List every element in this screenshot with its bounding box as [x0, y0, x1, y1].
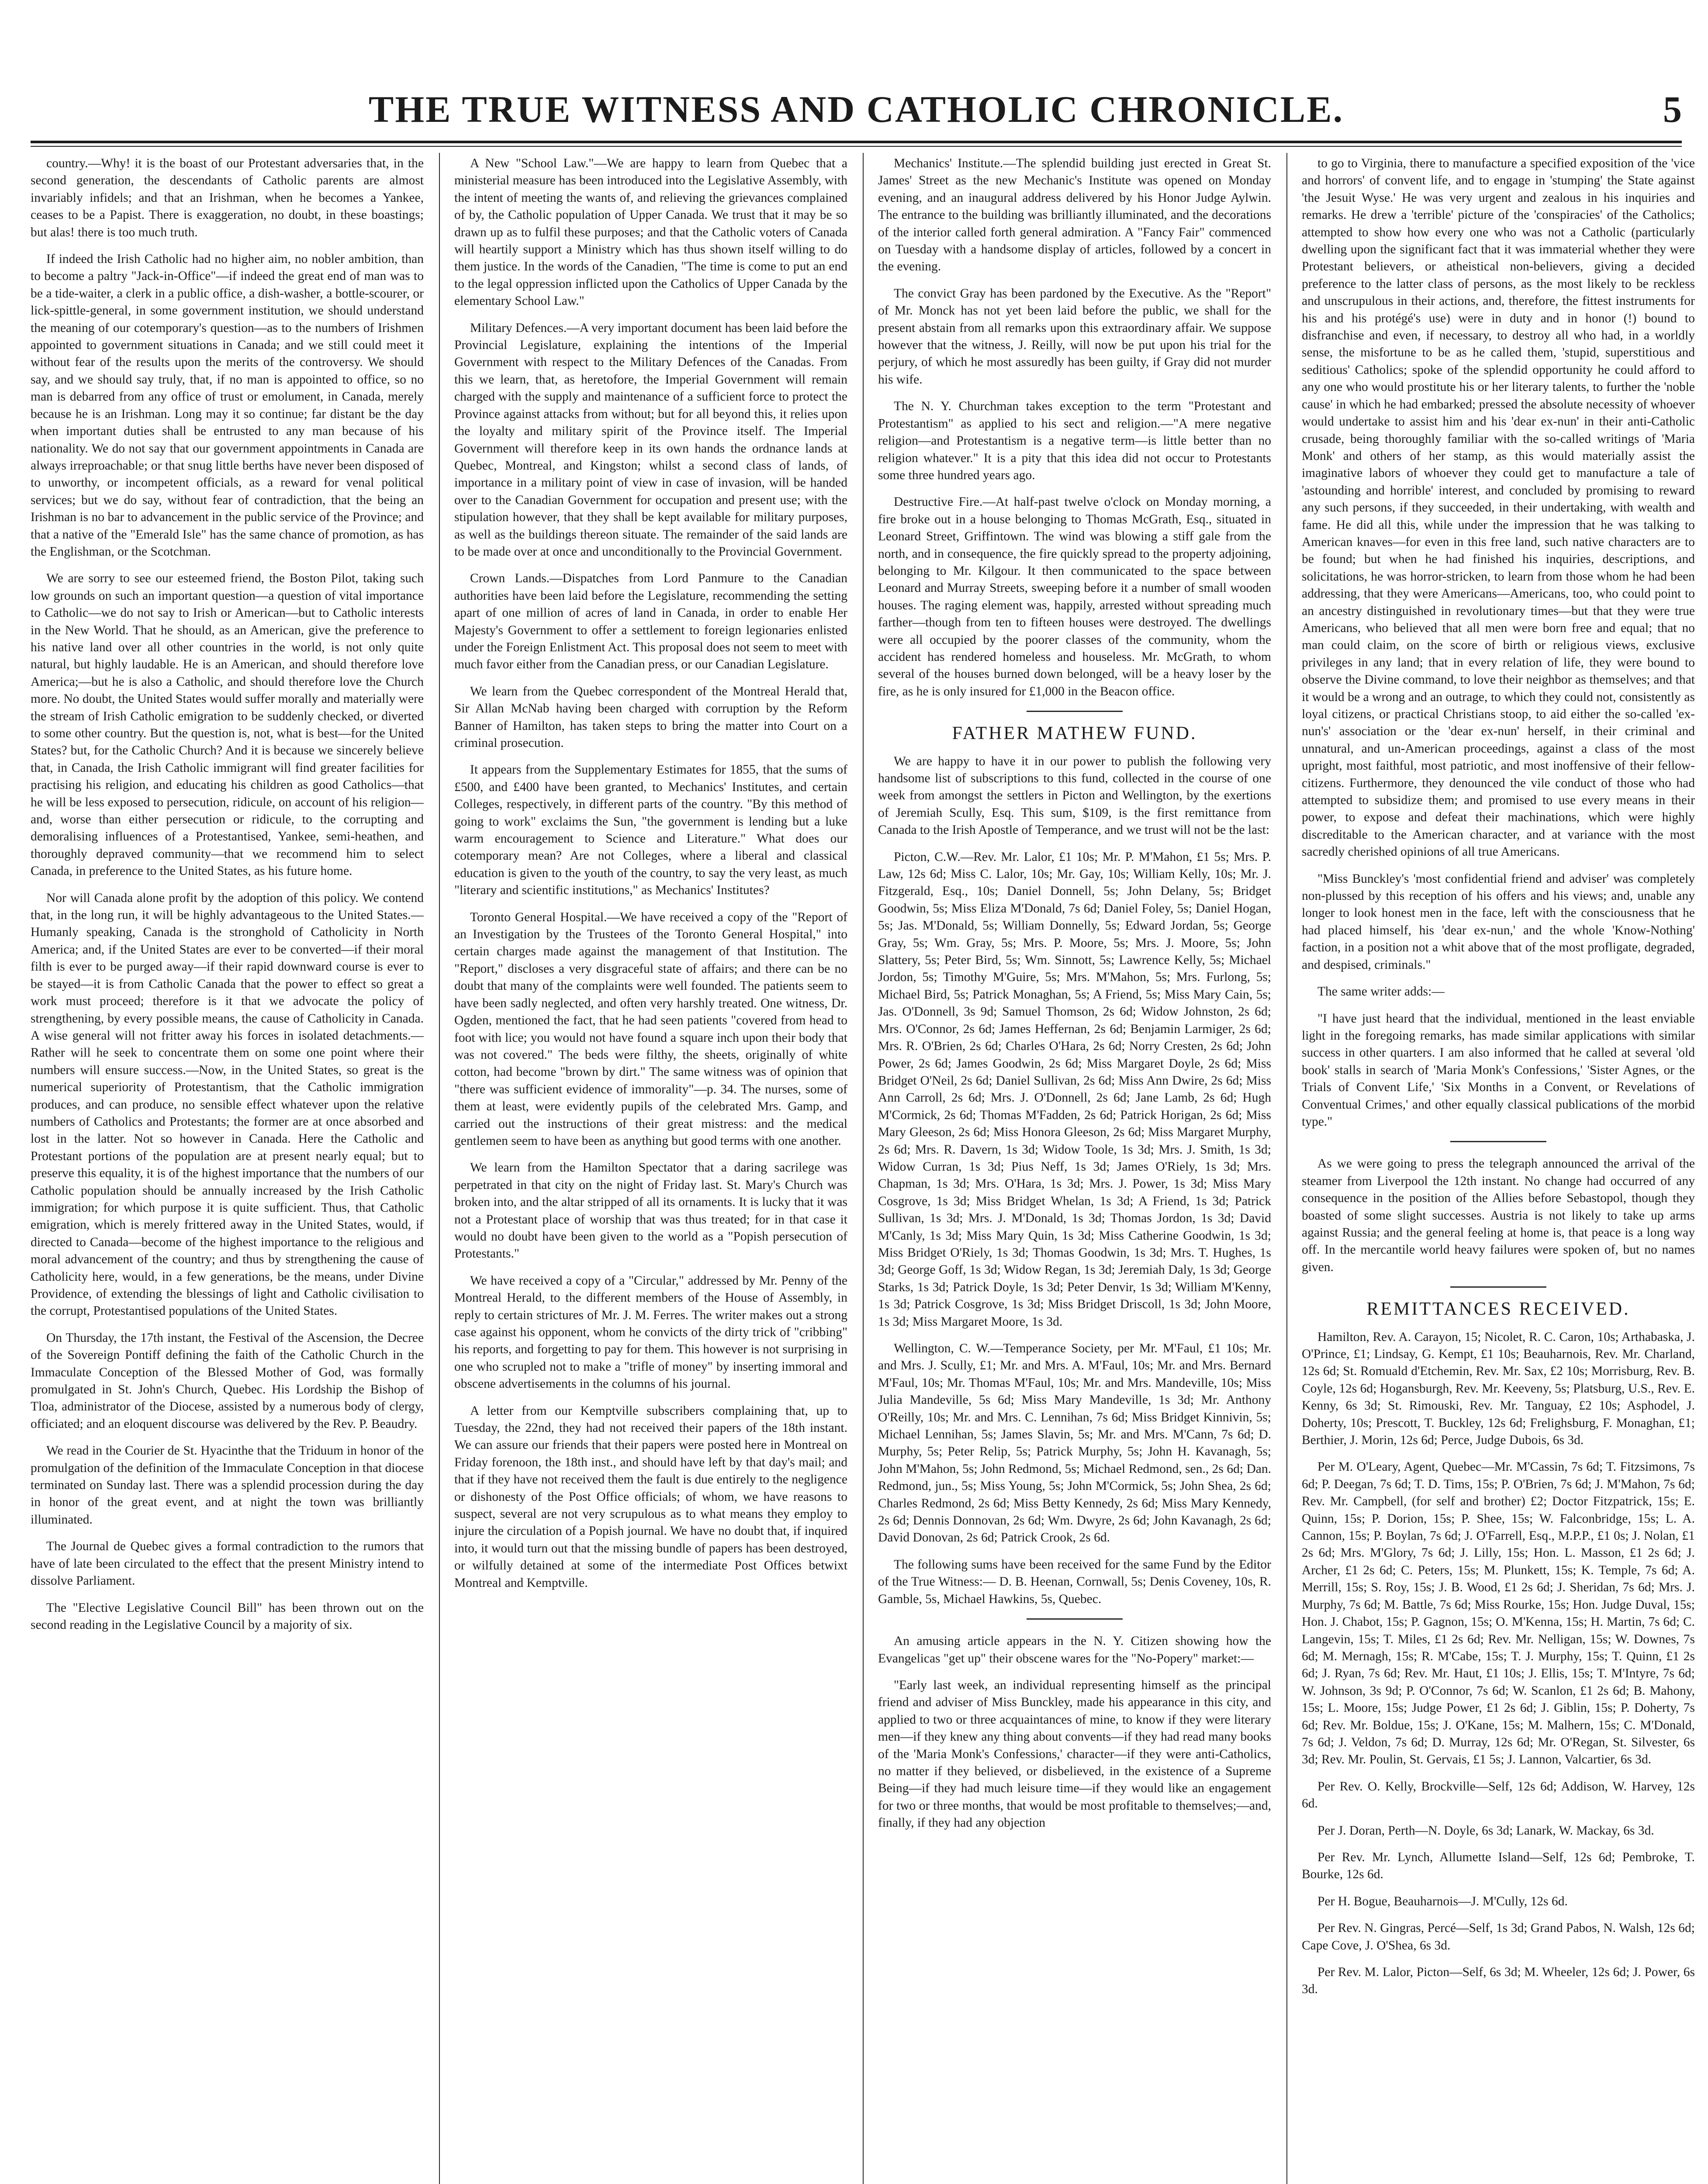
article-paragraph: The N. Y. Churchman takes exception to the term "Protestant and Protestantism" as applied to his sect and religion.—"A mere negative religion—and Protestantism is a negative term—is little better than no religion whatever." It is a pity that this idea did not occur to Protestants some three hundred years ago.: [878, 399, 1271, 482]
article-crown-lands: Crown Lands.—Dispatches from Lord Panmure to the Canadian authorities have been laid before the Legislature, recommending the setting apart of one million of acres of land in Canada, in order to enable Her Majesty's Government to offer a settlement to foreign legionaries enlisted under the Foreign Enlistment Act. This proposal does not seem to meet with much favor either from the Canadian press, or our Canadian Legislature.: [454, 571, 847, 672]
article-paragraph: We read in the Courier de St. Hyacinthe that the Triduum in honor of the promulgation of the definition of the Immaculate Conception in that diocese terminated on Sunday last. There was a splendid procession during the day in honor of the great event, and at night the town was brilliantly illuminated.: [31, 1444, 424, 1527]
remittance-list: Per M. O'Leary, Agent, Quebec—Mr. M'Cassin, 7s 6d; T. Fitzsimons, 7s 6d; P. Deegan, 7s 6d; T. D. Tims, 15s; P. O'Brien, 7s 6d; J. M'Mahon, 7s 6d; Rev. Mr. Campbell, (for self and brother) £2; Doctor Fitzpatrick, 15s; E. Quinn, 15s; P. Dorion, 15s; P. Shee, 15s; W. Falconbridge, 15s; L. A. Cannon, 15s; P. Boylan, 7s 6d; J. O'Farrell, Esq., M.P.P., £1 0s; J. Nolan, £1 2s 6d; Mrs. M'Glory, 7s 6d; J. Lilly, 15s; Hon. L. Masson, £1 2s 6d; J. Archer, £1 2s 6d; C. Peters, 15s; M. Plunkett, 15s; K. Temple, 7s 6d; A. Merrill, 15s; S. Roy, 15s; J. B. Wood, £1 2s 6d; J. Sheridan, 7s 6d; Mrs. J. Murphy, 7s 6d; M. Battle, 7s 6d; Miss Rourke, 15s; Hon. Judge Duval, 15s; Hon. J. Chabot, 15s; P. Gagnon, 15s; O. M'Kenna, 15s; H. Martin, 7s 6d; C. Langevin, 15s; T. Miles, £1 2s 6d; Rev. Mr. Nelligan, 15s; W. Downes, 7s 6d; M. Mernagh, 15s; R. M'Cabe, 15s; T. J. Murphy, 15s; T. Quinn, £1 2s 6d; J. Ryan, 7s 6d; Rev. Mr. Haut, £1 10s; J. Ellis, 15s; T. M'Intyre, 7s 6d; W. Johnson, 3s 9d; P. O'Connor, 7s 6d; W. Scanlon, £1 2s 6d; B. Mahony, 15s; L. Moore, 15s; Judge Power, £1 2s 6d; J. Giblin, 15s; P. Doherty, 7s 6d; Rev. Mr. Boldue, 15s; J. O'Kane, 15s; M. Malhern, 15s; C. M'Donald, 7s 6d; J. Veldon, 7s 6d; D. Murray, 12s 6d; Mr. O'Regan, St. Silvester, 6s 3d; Rev. Mr. Poulin, St. Gervais, £1 5s; J. Lannon, Valcartier, 6s 3d.: [1302, 1460, 1695, 1767]
article-paragraph: We are sorry to see our esteemed friend, the Boston Pilot, taking such low grounds on such an important question—a question of vital importance to Catholic—we do not say to Irish or American—but to Catholic interests in the New World. That he should, as an American, give the preference to his native land over all other countries in the world, is not only quite natural, but highly laudable. He is an American, and should therefore love America;—but he is also a Catholic, and should therefore love the Church more. No doubt, the United States would suffer morally and materially were the stream of Irish Catholic emigration to be suddenly checked, or diverted to some other country. But the question is, not, what is best—for the United States? but, for the Catholic Church? And it is because we sincerely believe that, in Canada, the Irish Catholic immigrant will find greater facilities for practising his religion, and educating his children as good Catholics—that he will be less exposed to persecution, ridicule, on account of his religion—and, worse than either persecution or ridicule, to the corrupting and demoralising influences of a Protestantised, Yankee, semi-heathen, and thoroughly depraved community—that we recommend him to select Canada, in preference to the United States, as his future home.: [31, 571, 424, 878]
article-paragraph: A letter from our Kemptville subscribers complaining that, up to Tuesday, the 22nd, they had not received their papers of the 18th instant. We can assure our friends that their papers were posted here in Montreal on Friday forenoon, the 18th inst., and should have left by that day's mail; and that if they have not received them the fault is due entirely to the negligence or dishonesty of the Post Office officials; of whom, we have reasons to suspect, several are not very scrupulous as to what means they employ to injure the circulation of a Popish journal. We have no doubt that, if inquired into, it would turn out that the missing bundle of papers has been destroyed, or wilfully detained at some of the intermediate Post Offices betwixt Montreal and Kemptville.: [454, 1403, 847, 1590]
remittance-list: Per H. Bogue, Beauharnois—J. M'Cully, 12s 6d.: [1317, 1894, 1568, 1908]
article-toronto-hospital: Toronto General Hospital.—We have received a copy of the "Report of an Investigation by the Trustees of the Toronto General Hospital," into certain charges made against the management of that Institution. The "Report," discloses a very disgraceful state of affairs; and there can be no doubt that many of the complaints were well founded. The patients seem to have been sadly neglected, and often very harshly treated. One witness, Dr. Ogden, mentioned the fact, that he had seen patients "covered from head to foot with lice; you would not have found a square inch upon their body that was not covered." The beds were filthy, the sheets, originally of white cotton, had become "brown by dirt." The same witness was of opinion that "there was sufficient evidence of immorality"—p. 34. The nurses, some of them at least, were evidently pupils of the celebrated Mrs. Gamp, and carried out the instructions of their great mistress: and the medical gentlemen seem to have been as anything but good terms with one another.: [454, 910, 847, 1148]
article-paragraph: "Early last week, an individual representing himself as the principal friend and adviser of Miss Bunckley, made his appearance in this city, and applied to two or three acquaintances of mine, to know if they were literary men—if they knew any thing about convents—if they had read many books of the 'Maria Monk's Confessions,' character—if they were anti-Catholics, no matter if they believed, or disbelieved, in the existence of a Supreme Being—if they had much leisure time—if they would like an engagement for two or three months, that would be most profitable to themselves;—and, finally, if they had any objection: [878, 1678, 1271, 1830]
column-divider: [863, 153, 864, 2184]
remittance-list: Per Rev. M. Lalor, Picton—Self, 6s 3d; M. Wheeler, 12s 6d; J. Power, 6s 3d.: [1302, 1965, 1695, 1997]
column-divider: [1286, 153, 1287, 2184]
article-paragraph: "I have just heard that the individual, mentioned in the least enviable light in the foregoing remarks, has made similar applications with similar success in other quarters. I am also informed that he called at several 'old book' stalls in search of 'Maria Monk's Confessions,' 'Sister Agnes, or the Trials of Convent Life,' 'Six Months in a Convent, or Revelations of Conventual Crimes,' and other equally classical publications of the morbid type.": [1302, 1011, 1695, 1129]
remittance-list: Per Rev. N. Gingras, Percé—Self, 1s 3d; Grand Pabos, N. Walsh, 12s 6d; Cape Cove, J. O'Shea, 6s 3d.: [1302, 1921, 1695, 1952]
column-divider: [439, 153, 440, 2184]
article-paragraph: As we were going to press the telegraph announced the arrival of the steamer from Liverpool the 12th instant. No change had occurred of any consequence in the position of the Allies before Sebastopol, though they boasted of some slight successes. Austria is not likely to take up arms against Russia; and the general feeling at home is, that peace is a long way off. In the mercantile world heavy failures were spoken of, but no names given.: [1302, 1157, 1695, 1274]
remittance-list: Per Rev. O. Kelly, Brockville—Self, 12s 6d; Addison, W. Harvey, 12s 6d.: [1302, 1779, 1695, 1811]
article-school-law: A New "School Law."—We are happy to learn from Quebec that a ministerial measure has been introduced into the Legislative Assembly, with the intent of meeting the wants of, and relieving the grievances complained of by, the Catholic population of Upper Canada. We trust that it may be so drawn up as to fulfil these purposes; and that the Catholic voters of Canada will heartily support a Ministry which has thus shown itself willing to do them justice. In the words of the Canadien, "The time is come to put an end to the legal oppression inflicted upon the Catholics of Upper Canada by the elementary School Law.": [454, 156, 847, 308]
column-1: [31, 155, 424, 2184]
article-paragraph: Nor will Canada alone profit by the adoption of this policy. We contend that, in the long run, it will be highly advantageous to the United States.—Humanly speaking, Canada is the stronghold of Catholicity in North America; and, if the United States are ever to be converted—if their moral filth is ever to be purged away—if their rapid downward course is ever to be stayed—it is from Catholic Canada that the power to effect so great a work must proceed; therefore is it that we advocate the policy of strengthening, by every possible means, the cause of Catholicity in Canada. A wise general will not fritter away his forces in isolated detachments.—Rather will he seek to concentrate them on some one point where their numbers will ensure success.—Now, in the United States, so great is the numerical superiority of Protestantism, that the Catholic immigration produces, and can produce, no sensible effect whatever upon the relative numbers of Catholics and Protestants; the former are at once absorbed and lost in the latter. Not so however in Canada. Here the Catholic and Protestant portions of the population are at present nearly equal; but to preserve this equality, it is of the highest importance that the numbers of our Catholic population should be annually increased by the Irish Catholic immigration; for which purpose it is quite sufficient. Thus, that Catholic emigration, which is merely frittered away in the United States, would, if directed to Canada—become of the highest importance to the religious and moral advancement of the country; and thus by strengthening the cause of Catholicity here, would, in a few generations, be the means, under Divine Providence, of extending the blessings of light and Catholic civilisation to the corrupt, Protestantised populations of the United States.: [31, 891, 424, 1318]
section-divider: [1027, 711, 1123, 712]
section-divider: [1450, 1286, 1546, 1288]
section-heading: REMITTANCES RECEIVED.: [1366, 1299, 1630, 1320]
article-paragraph: The "Elective Legislative Council Bill" has been thrown out on the second reading in the Legislative Council by a majority of six.: [31, 1600, 424, 1632]
column-3: [878, 155, 1271, 2184]
article-paragraph: We learn from the Quebec correspondent of the Montreal Herald that, Sir Allan McNab having been charged with corruption by the Reform Banner of Hamilton, has taken steps to bring the matter into Court on a criminal prosecution.: [454, 684, 847, 750]
article-paragraph: The Journal de Quebec gives a formal contradiction to the rumors that have of late been circulated to the effect that the present Ministry intend to dissolve Parliament.: [31, 1539, 424, 1588]
section-divider: [1027, 1618, 1123, 1620]
subscription-list: Wellington, C. W.—Temperance Society, per Mr. M'Faul, £1 10s; Mr. and Mrs. J. Scully, £1; Mr. and Mrs. A. M'Faul, 10s; Mr. and Mrs. Bernard M'Faul, 10s; Mr. Thomas M'Faul, 10s; Mr. and Mrs. Mandeville, 10s; Miss Julia Mandeville, 5s 6d; Miss Mary Mandeville, 1s 3d; Mr. Anthony O'Reilly, 10s; Mr. and Mrs. C. Lennihan, 7s 6d; Miss Bridget Kinnivin, 5s; Michael Lennihan, 5s; James Slavin, 5s; Mr. and Mrs. M'Cann, 7s 6d; D. Murphy, 5s; Peter Relip, 5s; Patrick Murphy, 5s; John H. Kavanagh, 5s; John M'Mahon, 5s; John Redmond, 5s; Michael Redmond, sen., 2s 6d; Dan. Redmond, jun., 5s; Miss Young, 5s; John M'Cormick, 5s; John Shea, 2s 6d; Charles Redmond, 2s 6d; Miss Betty Kennedy, 2s 6d; Miss Mary Kennedy, 2s 6d; Dennis Donnovan, 2s 6d; Wm. Dwyre, 2s 6d; John Kavanagh, 2s 6d; David Donovan, 2s 6d; Patrick Crook, 2s 6d.: [878, 1341, 1271, 1545]
article-paragraph: The same writer adds:—: [1317, 985, 1445, 999]
article-paragraph: If indeed the Irish Catholic had no higher aim, no nobler ambition, than to become a paltry "Jack-in-Office"—if indeed the great end of man was to be a tide-waiter, a clerk in a public office, a dish-washer, a bottle-scourer, or lick-spittle-general, in some government institution, we should understand the meaning of our cotemporary's question—as to the numbers of Irishmen appointed to government situations in Canada; and we still could meet it without fear of the results upon the merits of the controversy. We should say, and we should say truly, that, if no man is appointed to office, so no man is debarred from any office of trust or emolument, in Canada, merely because he is an Irishman. Long may it so continue; far distant be the day when important duties shall be entrusted to any man because of his nationality. We do not say that our government appointments in Canada are always irreproachable; or that snug little berths have never been disposed of to unworthy, or incompetent officials, as a reward for venal political services; but we do say, without fear of contradiction, that the being an Irishman is no bar to advancement in the public service of the Province; and that a native of the "Emerald Isle" has the same chance of promotion, as has the Englishman, or the Scotchman.: [31, 252, 424, 559]
article-paragraph: "Miss Bunckley's 'most confidential friend and adviser' was completely non-plussed by this reception of his offers and his views; and, unable any longer to look honest men in the face, left with the consciousness that he had placed himself, his 'dear ex-nun,' and the whole 'Know-Nothing' faction, in a position not a whit above that of the most profligate, degraded, and despised, criminals.": [1302, 871, 1695, 972]
section-divider: [1450, 1141, 1546, 1142]
article-paragraph: It appears from the Supplementary Estimates for 1855, that the sums of £500, and £400 have been granted, to Mechanics' Institutes, and certain Colleges, respectively, in different parts of the country. "By this method of going to work" exclaims the Sun, "the government is lending but a luke warm encouragement to Science and Literature." What does our cotemporary mean? Are not Colleges, where a liberal and classical education is given to the youth of the country, to say the very least, as much "literary and scientific institutions," as Mechanics' Institutes?: [454, 763, 847, 898]
article-paragraph: On Thursday, the 17th instant, the Festival of the Ascension, the Decree of the Sovereign Pontiff defining the faith of the Catholic Church in the Immaculate Conception of the Blessed Mother of God, was formally promulgated in St. John's Church, Quebec. His Lordship the Bishop of Tloa, administrator of the Diocese, assisted by a numerous body of clergy, officiated; and an eloquent discourse was delivered by the Rev. P. Beaudry.: [31, 1330, 424, 1431]
column-2: [454, 155, 847, 2184]
column-4: [1302, 155, 1695, 2184]
article-paragraph: The convict Gray has been pardoned by the Executive. As the "Report" of Mr. Monck has not yet been laid before the public, we shall for the present abstain from all remarks upon this extraordinary affair. We suppose however that the witness, J. Reilly, will now be put upon his trial for the perjury, of which he most assuredly has been guilty, if Gray did not murder his wife.: [878, 286, 1271, 387]
article-paragraph: An amusing article appears in the N. Y. Citizen showing how the Evangelicas "get up" their obscene wares for the "No-Popery" market:—: [878, 1634, 1271, 1666]
masthead-rule: [31, 141, 1682, 143]
article-paragraph: to go to Virginia, there to manufacture a specified exposition of the 'vice and horrors' of convent life, and to engage in 'stumping' the State against 'the Jesuit Wyse.' He was very urgent and zealous in his inquiries and remarks. He drew a 'terrible' picture of the 'conspiracies' of the Catholics; attempted to show how every one who was not a Catholic (particularly dwelling upon the significant fact that it was immaterial whether they were Protestant believers, or atheistical non-believers, giving a decided preference to the latter class of persons, as the most likely to be reckless and unscrupulous in their actions, and, therefore, the fittest instruments for his and his protégé's use) were in duty and in honor (!) bound to disfranchise and even, if necessary, to destroy all who had, in a worldly sense, the misfortune to be as he called them, 'stupid, superstitious and seditious' Catholics; spoke of the splendid opportunity he could afford to any one who would prostitute his or her literary talents, to further the 'noble cause' in which he had embarked; pressed the absolute necessity of whoever would undertake to assist him and his 'dear ex-nun' in their anti-Catholic crusade, being thoroughly familiar with the so-called writings of 'Maria Monk' and others of her stamp, as this would materially assist the imaginative labors of whoever they could get to manufacture a tale of 'astounding and horrible' interest, and concluded by promising to reward any such persons, if they succeeded, in their undertaking, with wealth and fame. He did all this, while under the impression that he was talking to American knaves—for even in this free land, such native characters are to be found; but when he had finished his inquiries, descriptions, and solicitations, he was horror-stricken, to learn from those whom he had been addressing, that they were Americans—Americans, too, who could point to an ancestry distinguished in revolutionary times—but that they were true Americans, who believed that all men were born free and equal; that no man could claim, on the score of birth or religious views, exclusive privileges in any land; that in every relation of life, they were bound to observe the Divine command, to love their neighbor as themselves; and that it would be a wrong and an outrage, to which they could not, consistently as loyal citizens, or practical Christians stoop, to aid either the so-called 'ex-nun's' association or the 'dear ex-nun' herself, in their criminal and unnatural, and un-American proceedings, against a class of the most upright, most faithful, most patriotic, and most inoffensive of their fellow-citizens. Furthermore, they denounced the vile conduct of those who had attempted to subsidize them; and promised to use every means in their power, to expose and defeat their machinations, which were highly discreditable to the American character, and at variance with the most sacredly cherished opinions of all true Americans.: [1302, 156, 1695, 859]
article-destructive-fire: Destructive Fire.—At half-past twelve o'clock on Monday morning, a fire broke out in a house belonging to Thomas McGrath, Esq., situated in Leonard Street, Griffintown. The wind was blowing a stiff gale from the north, and in consequence, the fire quickly spread to the property adjoining, belonging to Mr. Kilgour. It then communicated to the space between Leonard and Murray Streets, sweeping before it a number of small wooden houses. The raging element was, happily, arrested without spreading much farther—though from ten to fifteen houses were destroyed. The dwellings were all occupied by the poorer classes of the community, whom the accident has rendered homeless and houseless. Mr. McGrath, to whom several of the houses burned down belonged, will be a heavy loser by the fire, as he is only insured for £1,000 in the Beacon office.: [878, 495, 1271, 698]
remittance-list: Hamilton, Rev. A. Carayon, 15; Nicolet, R. C. Caron, 10s; Arthabaska, J. O'Prince, £1; Lindsay, G. Kempt, £1 10s; Beauharnois, Rev. Mr. Charland, 12s 6d; St. Romuald d'Etchemin, Rev. Mr. Sax, £2 10s; Morrisburg, Rev. B. Coyle, 12s 6d; Hogansburgh, Rev. Mr. Keeveny, 5s; Platsburg, U.S., Rev. E. Kenny, 6s 3d; St. Rimouski, Rev. Mr. Tanguay, £2 10s; Asphodel, J. Doherty, 10s; Prescott, T. Buckley, 12s 6d; Frelighsburg, F. Monaghan, £1; Berthier, J. Morin, 12s 6d; Perce, Judge Dubois, 6s 3d.: [1302, 1330, 1695, 1448]
remittance-list: Per J. Doran, Perth—N. Doyle, 6s 3d; Lanark, W. Mackay, 6s 3d.: [1317, 1823, 1654, 1838]
section-heading: FATHER MATHEW FUND.: [952, 723, 1197, 744]
article-paragraph: We learn from the Hamilton Spectator that a daring sacrilege was perpetrated in that city on the night of Friday last. St. Mary's Church was broken into, and the altar stripped of all its ornaments. It is lucky that it was not a Protestant place of worship that was thus treated; for in that case it would no doubt have been given to the world as a "Popish persecution of Protestants.": [454, 1161, 847, 1261]
article-paragraph: We have received a copy of a "Circular," addressed by Mr. Penny of the Montreal Herald, to the different members of the House of Assembly, in reply to certain strictures of Mr. J. M. Ferres. The writer makes out a strong case against his opponent, whom he convicts of the dirty trick of "cribbing" his reports, and forgetting to pay for them. This however is not surprising in one who scrupled not to make a "trifle of money" by inserting immoral and obscene advertisements in the columns of his journal.: [454, 1273, 847, 1391]
article-military-defences: Military Defences.—A very important document has been laid before the Provincial Legislature, explaining the intentions of the Imperial Government with respect to the Military Defences of the Canadas. From this we learn, that, as heretofore, the Imperial Government will remain charged with the supply and maintenance of a sufficient force to protect the Province against attacks from without; but for all beyond this, it relies upon the loyalty and military spirit of the Province itself. The Imperial Government will therefore keep in its own hands the ordnance lands at Quebec, Montreal, and Kingston; whilst a second class of lands, of importance in a military point of view in case of invasion, will be handed over to the Canadian Government for occupation and present use; with the stipulation however, that they shall be kept available for military purposes, as well as the buildings thereon situate. The remainder of the said lands are to be made over at once and unconditionally to the Provincial Government.: [454, 321, 847, 559]
page-number: 5: [1663, 88, 1682, 130]
newspaper-title: THE TRUE WITNESS AND CATHOLIC CHRONICLE.: [368, 88, 1344, 130]
article-paragraph: The following sums have been received for the same Fund by the Editor of the True Witness:— D. B. Heenan, Cornwall, 5s; Denis Coveney, 10s, R. Gamble, 5s, Michael Hawkins, 5s, Quebec.: [878, 1557, 1271, 1606]
subscription-list: Picton, C.W.—Rev. Mr. Lalor, £1 10s; Mr. P. M'Mahon, £1 5s; Mrs. P. Law, 12s 6d; Miss C. Lalor, 10s; Mr. Gay, 10s; William Kelly, 10s; Mr. J. Fitzgerald, Esq., 10s; Daniel Donnell, 5s; John Delany, 5s; Bridget Goodwin, 5s; Miss Eliza M'Donald, 7s 6d; Daniel Foley, 5s; Daniel Hogan, 5s; Jas. M'Donald, 5s; William Donnelly, 5s; Edward Jordan, 5s; George Gray, 5s; Wm. Gray, 5s; Mrs. P. Moore, 5s; Mrs. J. Moore, 5s; John Slattery, 5s; Peter Bird, 5s; Wm. Sinnott, 5s; Lawrence Kelly, 5s; Michael Jordon, 5s; Timothy M'Guire, 5s; Mrs. M'Mahon, 5s; Mrs. Furlong, 5s; Michael Bird, 5s; Patrick Monaghan, 5s; A Friend, 5s; Miss Mary Cain, 5s; Jas. O'Donnell, 3s 9d; Samuel Thomson, 2s 6d; Widow Johnston, 2s 6d; Mrs. O'Connor, 2s 6d; James Heffernan, 2s 6d; Benjamin Larmiger, 2s 6d; Mrs. R. O'Brien, 2s 6d; Charles O'Hara, 2s 6d; Norry Cresten, 2s 6d; John Power, 2s 6d; James Goodwin, 2s 6d; Miss Margaret Doyle, 2s 6d; Miss Bridget O'Neil, 2s 6d; Daniel Sullivan, 2s 6d; Miss Ann Dwire, 2s 6d; Miss Ann Carroll, 2s 6d; Mrs. J. O'Donnell, 2s 6d; Jane Lamb, 2s 6d; Hugh M'Cormick, 2s 6d; Thomas M'Fadden, 2s 6d; Patrick Horigan, 2s 6d; Miss Mary Gleeson, 2s 6d; Miss Honora Gleeson, 2s 6d; Miss Margaret Murphy, 2s 6d; Mrs. R. Davern, 1s 3d; Widow Toole, 1s 3d; Mrs. J. Smith, 1s 3d; Widow Curran, 1s 3d; Pius Neff, 1s 3d; James O'Riely, 1s 3d; Mrs. Chapman, 1s 3d; Mrs. O'Hara, 1s 3d; Mrs. J. Power, 1s 3d; Miss Mary Cosgrove, 1s 3d; Miss Bridget Whelan, 1s 3d; A Friend, 1s 3d; Patrick Sullivan, 1s 3d; Mrs. J. M'Donald, 1s 3d; Thomas Jordon, 1s 3d; David M'Canly, 1s 3d; Miss Mary Quin, 1s 3d; Miss Catherine Goodwin, 1s 3d; Miss Bridget O'Riely, 1s 3d; Thomas Goodwin, 1s 3d; Mrs. T. Hughes, 1s 3d; George Goff, 1s 3d; Widow Regan, 1s 3d; Jeremiah Daly, 1s 3d; George Starks, 1s 3d; Patrick Doyle, 1s 3d; Peter Denvir, 1s 3d; William M'Kenny, 1s 3d; Patrick Cosgrove, 1s 3d; Miss Bridget Driscoll, 1s 3d; John Moore, 1s 3d; Miss Margaret Moore, 1s 3d.: [878, 850, 1271, 1329]
article-paragraph: country.—Why! it is the boast of our Protestant adversaries that, in the second generation, the descendants of Catholic parents are almost invariably infidels; and that an Irishman, when he becomes a Yankee, ceases to be a Papist. There is exaggeration, no doubt, in these boastings; but alas! there is too much truth.: [31, 156, 424, 239]
article-paragraph: We are happy to have it in our power to publish the following very handsome list of subscriptions to this fund, collected in the course of one week from amongst the settlers in Picton and Wellington, by the exertions of Jeremiah Scully, Esq. This sum, $109, is the first remittance from Canada to the Irish Apostle of Temperance, and we trust will not be the last:: [878, 754, 1271, 837]
masthead-rule-thin: [31, 146, 1682, 147]
masthead: [31, 87, 1682, 135]
remittance-list: Per Rev. Mr. Lynch, Allumette Island—Self, 12s 6d; Pembroke, T. Bourke, 12s 6d.: [1302, 1850, 1695, 1882]
article-mechanics-institute: Mechanics' Institute.—The splendid building just erected in Great St. James' Street as the new Mechanic's Institute was opened on Monday evening, and an inaugural address delivered by his Honor Judge Aylwin. The entrance to the building was brilliantly illuminated, and the decorations of the interior called forth general admiration. A "Fancy Fair" commenced on Tuesday with a handsome display of articles, followed by a concert in the evening.: [878, 156, 1271, 274]
